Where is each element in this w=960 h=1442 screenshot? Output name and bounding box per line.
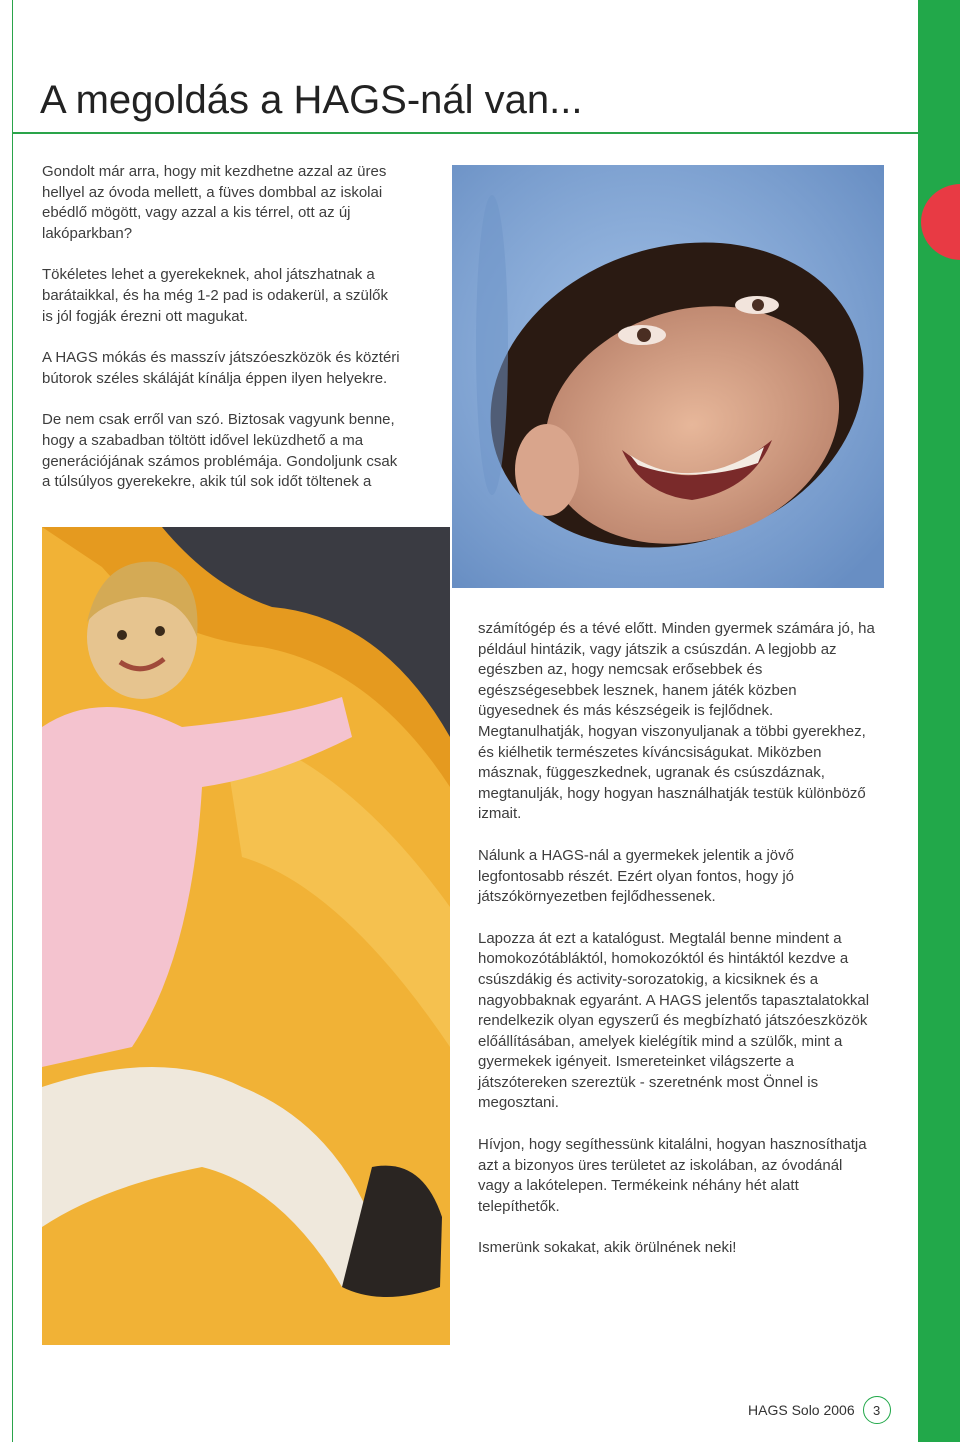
body-paragraph-3: Lapozza át ezt a katalógust. Megtalál benne mindent a homokozótábláktól, homokozóktól és hintáktól kezdve a csúszdákig és activity-sorozatokig, a kicsiknek és a nagyobbaknak egyaránt. A HAGS jelentős tapasztalatokkal rendelkezik olyan egyszerű és megbízható játszóeszközök előállításában, amelyek kielégítik mind a szülők, mint a gyermekek igényeit. Ismereteinket világszerte a játszótereken szereztük - szeretnénk most Önnel is megosztani. (478, 929, 870, 1112)
body-paragraph-4: Hívjon, hogy segíthessünk kitalálni, hogyan hasznosíthatja azt a bizonyos üres területet az iskolában, az óvodánál vagy a lakótelepen. Termékeink néhány hét alatt telepíthetők. (478, 1136, 867, 1215)
intro-paragraph-4: De nem csak erről van szó. Biztosak vagyunk benne, hogy a szabadban töltött idővel leküzdhető a ma generációjának számos problémája. Gondoljunk csak a túlsúlyos gyerekekre, akik túl sok időt töltenek a (42, 411, 398, 491)
intro-paragraph-3: A HAGS mókás és masszív játszóeszközök és köztéri bútorok széles skáláját kínálja éppen ilyen helyekre. (42, 349, 400, 387)
page-border-left (12, 0, 13, 1442)
intro-paragraph-1: Gondolt már arra, hogy mit kezdhetne azzal az üres hellyel az óvoda mellett, a füves dombbal az iskolai ebédlő mögött, vagy azzal a kis térrel, ott az új lakóparkban? (42, 163, 387, 242)
title-divider (12, 132, 918, 134)
page-title: A megoldás a HAGS-nál van... (40, 78, 583, 122)
page-number-badge: 3 (863, 1396, 891, 1424)
page-footer (748, 1396, 891, 1424)
footer-label: HAGS Solo 2006 (748, 1402, 855, 1418)
main-column (478, 619, 878, 1280)
body-paragraph-1: számítógép és a tévé előtt. Minden gyermek számára jó, ha például hintázik, vagy játszik a csúszdán. A legjobb az egészben az, hogy nemcsak erősebbek és egészségesebbek lesznek, hanem játék közben ügyesednek és más készségeik is fejlődnek. Megtanulhatják, hogyan viszonyuljanak a többi gyerekhez, és kiélhetik természetes kíváncsiságukat. Miközben másznak, függeszkednek, ugranak és csúszdáznak, megtanulják, hogy hogyan használhatják testük különböző izmait. (478, 620, 875, 823)
intro-paragraph-2: Tökéletes lehet a gyerekeknek, ahol játszhatnak a barátaikkal, és ha még 1-2 pad is odakerül, a szülők is jól fogják érezni ott magukat. (42, 266, 389, 325)
intro-column (42, 162, 402, 514)
photo-girl-in-blue-tunnel (452, 165, 884, 588)
body-paragraph-5: Ismerünk sokakat, akik örülnének neki! (478, 1239, 737, 1257)
photo-girl-on-yellow-slide (42, 527, 450, 1345)
body-paragraph-2: Nálunk a HAGS-nál a gyermekek jelentik a jövő legfontosabb részét. Ezért olyan fontos, hogy jó játszókörnyezetben fejlődhessenek. (478, 846, 795, 906)
